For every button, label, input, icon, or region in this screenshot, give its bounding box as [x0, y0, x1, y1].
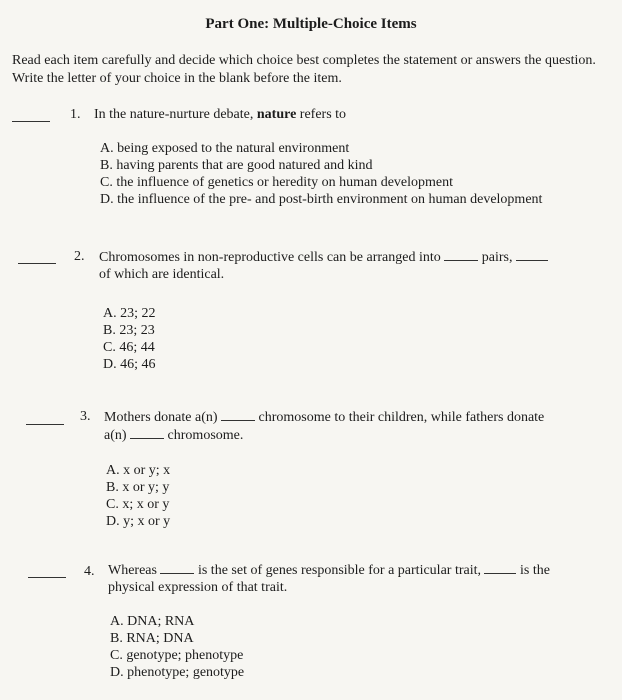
choice-a: A. being exposed to the natural environment: [100, 141, 350, 156]
question-text-line-2: of which are identical.: [99, 267, 225, 282]
question-number: 2.: [74, 249, 85, 264]
answer-blank-1[interactable]: [12, 121, 50, 122]
choice-a: A. x or y; x: [106, 463, 171, 478]
fill-blank[interactable]: [221, 408, 255, 421]
choice-d: D. the influence of the pre- and post-birth environment on human development: [100, 192, 543, 207]
question-number: 3.: [80, 409, 91, 424]
question-text-line-1: Mothers donate a(n) chromosome to their children, while fathers donate: [104, 410, 545, 425]
answer-blank-3[interactable]: [26, 424, 64, 425]
choice-b: B. RNA; DNA: [110, 631, 194, 646]
choice-list: [103, 305, 156, 373]
question-text-line-1: Chromosomes in non-reproductive cells can be arranged into pairs,: [99, 248, 548, 267]
choice-d: D. y; x or y: [106, 514, 171, 529]
choice-b: B. 23; 23: [103, 323, 155, 338]
fill-blank[interactable]: [516, 248, 548, 261]
question-text-line-2: a(n) chromosome.: [104, 428, 244, 443]
choice-a: A. 23; 22: [103, 306, 156, 321]
question-text: In the nature-nurture debate, nature refers to: [94, 107, 347, 122]
question-text-line-2: physical expression of that trait.: [108, 580, 288, 595]
choice-list: [100, 140, 542, 208]
instructions-text: Read each item carefully and decide which choice best completes the statement or answers the question. Write the letter of your choice in the blank before the item.: [12, 53, 596, 86]
fill-blank[interactable]: [484, 561, 516, 574]
answer-blank-2[interactable]: [18, 263, 56, 264]
choice-d: D. phenotype; genotype: [110, 665, 245, 680]
choice-c: C. x; x or y: [106, 497, 170, 512]
page-title: Part One: Multiple-Choice Items: [205, 16, 417, 32]
choice-c: C. the influence of genetics or heredity on human development: [100, 175, 454, 190]
choice-list: [110, 613, 244, 681]
question-number: 4.: [84, 564, 95, 579]
choice-b: B. having parents that are good natured and kind: [100, 158, 373, 173]
question-number: 1.: [70, 107, 81, 122]
fill-blank[interactable]: [444, 248, 478, 261]
choice-d: D. 46; 46: [103, 357, 156, 372]
choice-c: C. 46; 44: [103, 340, 155, 355]
answer-blank-4[interactable]: [28, 577, 66, 578]
question-text-line-1: Whereas is the set of genes responsible for a particular trait, is the: [108, 563, 550, 578]
choice-a: A. DNA; RNA: [110, 614, 195, 629]
choice-b: B. x or y; y: [106, 480, 170, 495]
choice-list: [106, 462, 170, 530]
choice-c: C. genotype; phenotype: [110, 648, 244, 663]
fill-blank[interactable]: [160, 561, 194, 574]
fill-blank[interactable]: [130, 426, 164, 439]
